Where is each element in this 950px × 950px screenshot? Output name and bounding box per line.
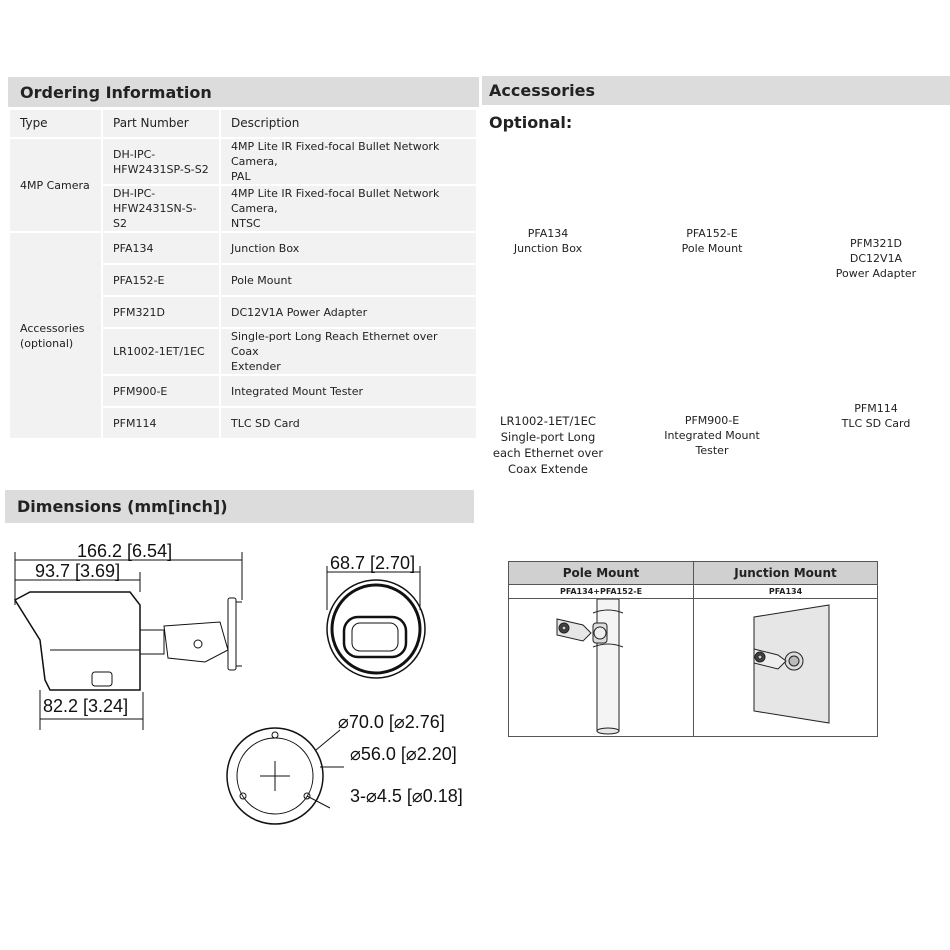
description-cell: Junction Box [221, 233, 476, 263]
pole-mount-header: Pole Mount [509, 562, 694, 585]
camera-side-view [15, 592, 242, 690]
accessories-type-cell: Accessories (optional) [10, 233, 101, 438]
junction-mount-illustration [694, 599, 878, 737]
total-length-label: 166.2 [6.54] [77, 541, 173, 561]
header-part-number: Part Number [103, 110, 219, 137]
table-header-row [10, 110, 476, 137]
accessory-item-pfm114: PFM114 TLC SD Card [841, 402, 911, 430]
dimension-drawing [0, 530, 480, 830]
hood-length-label: 93.7 [3.69] [35, 561, 121, 581]
mount-table [508, 561, 878, 737]
camera-front-view [327, 580, 425, 678]
description-cell: Single-port Long Reach Ethernet over Coax Extender [221, 329, 476, 374]
part-number-cell: PFM114 [103, 408, 219, 438]
accessory-item-pfm900-e: PFM900-E Integrated Mount Tester [664, 414, 760, 457]
accessories-title: Accessories [482, 76, 950, 105]
camera-base-view [227, 728, 323, 824]
description-cell: 4MP Lite IR Fixed-focal Bullet Network Camera, NTSC [221, 186, 476, 231]
part-number-cell: PFA134 [103, 233, 219, 263]
description-cell: Integrated Mount Tester [221, 376, 476, 406]
description-cell: Pole Mount [221, 265, 476, 295]
table-row [10, 233, 476, 263]
part-number-cell: PFM321D [103, 297, 219, 327]
part-number-cell: DH-IPC- HFW2431SP-S-S2 [103, 139, 219, 184]
part-number-cell: PFM900-E [103, 376, 219, 406]
description-cell: TLC SD Card [221, 408, 476, 438]
accessory-item-lr1002: LR1002-1ET/1EC Single-port Long each Ethernet over Coax Extende [492, 414, 604, 476]
description-cell: 4MP Lite IR Fixed-focal Bullet Network Camera, PAL [221, 139, 476, 184]
dimensions-title: Dimensions (mm[inch]) [5, 490, 474, 523]
ordering-information-title: Ordering Information [8, 77, 479, 107]
base-inner-diameter-label: ⌀56.0 [⌀2.20] [350, 744, 457, 764]
table-row [10, 139, 476, 184]
part-number-cell: DH-IPC- HFW2431SN-S-S2 [103, 186, 219, 231]
camera-type-cell: 4MP Camera [10, 139, 101, 231]
base-holes-label: 3-⌀4.5 [⌀0.18] [350, 786, 463, 806]
part-number-cell: LR1002-1ET/1EC [103, 329, 219, 374]
description-cell: DC12V1A Power Adapter [221, 297, 476, 327]
accessory-item-pfm321d: PFM321D DC12V1A Power Adapter [835, 237, 917, 280]
accessory-item-pfa152-e: PFA152-E Pole Mount [681, 227, 743, 255]
front-diameter-label: 68.7 [2.70] [330, 553, 416, 573]
ordering-table [8, 108, 478, 440]
body-length-label: 82.2 [3.24] [43, 696, 129, 716]
part-number-cell: PFA152-E [103, 265, 219, 295]
accessory-item-pfa134: PFA134 Junction Box [513, 227, 583, 255]
header-description: Description [221, 110, 476, 137]
junction-mount-subheader: PFA134 [694, 585, 877, 599]
pole-mount-subheader: PFA134+PFA152-E [509, 585, 694, 599]
pole-mount-illustration [509, 599, 693, 737]
junction-mount-header: Junction Mount [694, 562, 877, 585]
header-type: Type [10, 110, 101, 137]
optional-label: Optional: [489, 113, 573, 132]
base-outer-diameter-label: ⌀70.0 [⌀2.76] [338, 712, 445, 732]
